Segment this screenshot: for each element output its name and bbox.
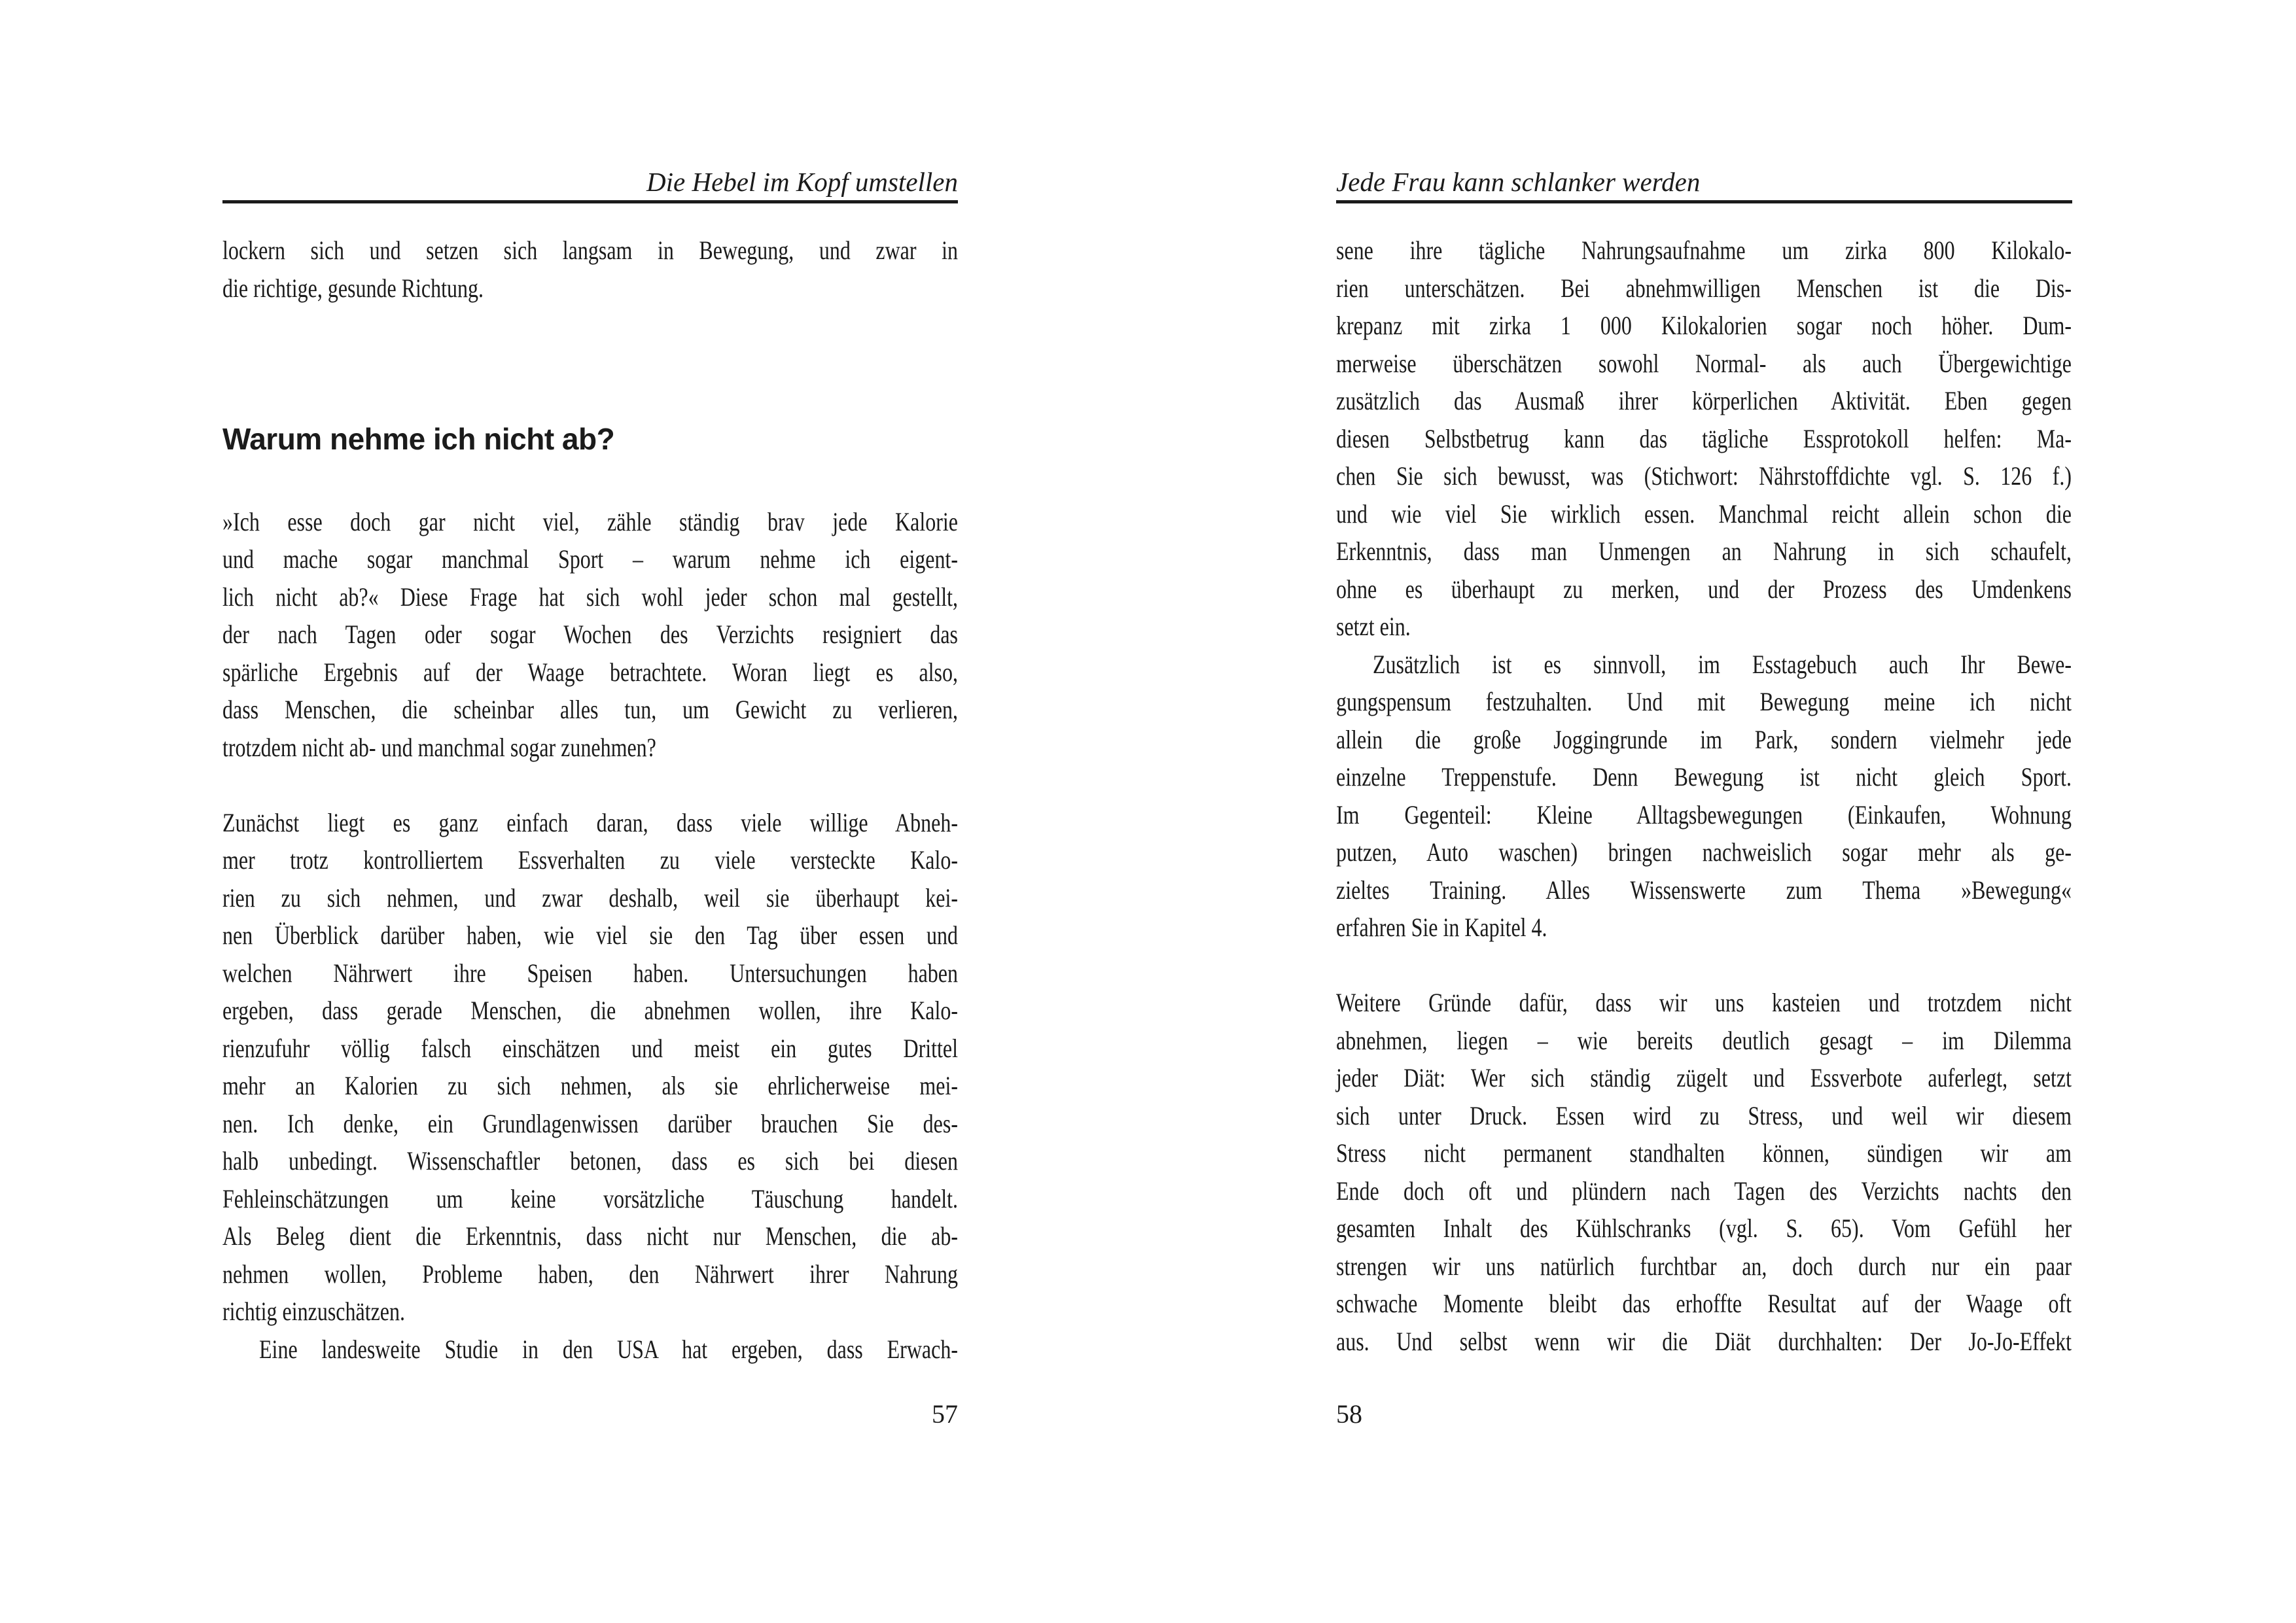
- text-line: abnehmen, liegen – wie bereits deutlich gesagt – im Dilemma: [1336, 1025, 2072, 1055]
- paragraph: [1336, 984, 2072, 1360]
- paragraph: [222, 804, 958, 1331]
- text-line: richtig einzuschätzen.: [222, 1297, 405, 1326]
- text-line: zusätzlich das Ausmaß ihrer körperlichen Aktivität. Eben gegen: [1336, 386, 2072, 415]
- text-line: strengen wir uns natürlich furchtbar an, doch durch nur ein paar: [1336, 1251, 2072, 1281]
- text-line: Im Gegenteil: Kleine Alltagsbewegungen (Einkaufen, Wohnung: [1336, 799, 2072, 829]
- text-line: halb unbedingt. Wissenschaftler betonen, dass es sich bei diesen: [222, 1146, 958, 1176]
- text-line: sene ihre tägliche Nahrungsaufnahme um zirka 800 Kilokalo-: [1336, 236, 2072, 265]
- paragraph: [222, 232, 958, 307]
- text-line: nen. Ich denke, ein Grundlagenwissen darüber brauchen Sie des-: [222, 1108, 958, 1138]
- text-line: rienzufuhr völlig falsch einschätzen und meist ein gutes Drittel: [222, 1033, 958, 1063]
- text-line: chen Sie sich bewusst, was (Stichwort: Nährstoffdichte vgl. S. 126 f.): [1336, 461, 2072, 491]
- paragraph: [1336, 646, 2072, 947]
- text-line: zieltes Training. Alles Wissenswerte zum Thema »Bewegung«: [1336, 875, 2072, 905]
- text-line: aus. Und selbst wenn wir die Diät durchhalten: Der Jo-Jo-Effekt: [1336, 1326, 2072, 1356]
- page-number-right: 58: [1336, 1399, 1362, 1429]
- text-line: gungspensum festzuhalten. Und mit Bewegung meine ich nicht: [1336, 687, 2072, 716]
- text-line: putzen, Auto waschen) bringen nachweislich sogar mehr als ge-: [1336, 837, 2072, 867]
- text-line: merweise überschätzen sowohl Normal- als auch Übergewichtige: [1336, 348, 2072, 378]
- text-line: allein die große Joggingrunde im Park, sondern vielmehr jede: [1336, 724, 2072, 754]
- text-line: Als Beleg dient die Erkenntnis, dass nicht nur Menschen, die ab-: [222, 1221, 958, 1251]
- text-line: Ende doch oft und plündern nach Tagen des Verzichts nachts den: [1336, 1176, 2072, 1206]
- text-line: ohne es überhaupt zu merken, und der Prozess des Umdenkens: [1336, 574, 2072, 604]
- text-line: Erkenntnis, dass man Unmengen an Nahrung in sich schaufelt,: [1336, 536, 2072, 566]
- page-number-left: 57: [932, 1399, 958, 1429]
- paragraph: [222, 1331, 958, 1369]
- text-line: die richtige, gesunde Richtung.: [222, 273, 484, 303]
- text-line: »Ich esse doch gar nicht viel, zähle ständig brav jede Kalorie: [222, 506, 958, 536]
- paragraph: [1336, 232, 2072, 646]
- text-line: der nach Tagen oder sogar Wochen des Verzichts resigniert das: [222, 620, 958, 649]
- running-head-right: Jede Frau kann schlanker werden: [1336, 167, 1701, 197]
- paragraph: [222, 503, 958, 767]
- text-line: dass Menschen, die scheinbar alles tun, um Gewicht zu verlieren,: [222, 695, 958, 724]
- text-line: welchen Nährwert ihre Speisen haben. Untersuchungen haben: [222, 958, 958, 988]
- text-line: mer trotz kontrolliertem Essverhalten zu viele versteckte Kalo-: [222, 845, 958, 875]
- text-line: setzt ein.: [1336, 612, 1411, 641]
- text-line: nen Überblick darüber haben, wie viel sie den Tag über essen und: [222, 920, 958, 950]
- text-line: jeder Diät: Wer sich ständig zügelt und Essverbote auferlegt, setzt: [1336, 1063, 2072, 1092]
- text-line: schwache Momente bleibt das erhoffte Resultat auf der Waage oft: [1336, 1289, 2072, 1318]
- text-line: lich nicht ab?« Diese Frage hat sich wohl jeder schon mal gestellt,: [222, 582, 958, 612]
- text-line: sich unter Druck. Essen wird zu Stress, und weil wir diesem: [1336, 1100, 2072, 1130]
- text-line: diesen Selbstbetrug kann das tägliche Essprotokoll helfen: Ma-: [1336, 423, 2072, 453]
- text-line: Zunächst liegt es ganz einfach daran, dass viele willige Abneh-: [222, 807, 958, 837]
- text-line: Zusätzlich ist es sinnvoll, im Esstagebuch auch Ihr Bewe-: [1373, 649, 2072, 679]
- section-heading: Warum nehme ich nicht ab?: [222, 422, 615, 456]
- text-line: rien unterschätzen. Bei abnehmwilligen Menschen ist die Dis-: [1336, 273, 2072, 303]
- text-line: lockern sich und setzen sich langsam in Bewegung, und zwar in: [222, 236, 958, 265]
- text-line: trotzdem nicht ab- und manchmal sogar zunehmen?: [222, 732, 656, 762]
- running-head-left: Die Hebel im Kopf umstellen: [646, 167, 958, 197]
- text-line: und wie viel Sie wirklich essen. Manchmal reicht allein schon die: [1336, 498, 2072, 529]
- text-line: einzelne Treppenstufe. Denn Bewegung ist nicht gleich Sport.: [1336, 762, 2072, 792]
- text-line: krepanz mit zirka 1 000 Kilokalorien sogar noch höher. Dum-: [1336, 311, 2072, 340]
- text-line: Fehleinschätzungen um keine vorsätzliche Täuschung handelt.: [222, 1183, 958, 1213]
- text-line: erfahren Sie in Kapitel 4.: [1336, 913, 1547, 942]
- text-line: gesamten Inhalt des Kühlschranks (vgl. S. 65). Vom Gefühl her: [1336, 1213, 2072, 1243]
- text-line: ergeben, dass gerade Menschen, die abnehmen wollen, ihre Kalo-: [222, 996, 958, 1025]
- page-body: [222, 232, 958, 1368]
- text-line: nehmen wollen, Probleme haben, den Nährwert ihrer Nahrung: [222, 1259, 958, 1289]
- header-rule-right: [1336, 200, 2072, 203]
- page-body: [1336, 232, 2072, 1360]
- text-line: Stress nicht permanent standhalten können, sündigen wir am: [1336, 1138, 2072, 1168]
- text-line: und mache sogar manchmal Sport – warum nehme ich eigent-: [222, 544, 958, 574]
- text-line: Weitere Gründe dafür, dass wir uns kasteien und trotzdem nicht: [1336, 988, 2072, 1017]
- text-line: Eine landesweite Studie in den USA hat ergeben, dass Erwach-: [259, 1334, 958, 1364]
- text-line: rien zu sich nehmen, und zwar deshalb, weil sie überhaupt kei-: [222, 882, 958, 913]
- text-line: mehr an Kalorien zu sich nehmen, als sie ehrlicherweise mei-: [222, 1071, 958, 1100]
- text-line: spärliche Ergebnis auf der Waage betrachtete. Woran liegt es also,: [222, 657, 958, 687]
- header-rule-left: [222, 200, 958, 203]
